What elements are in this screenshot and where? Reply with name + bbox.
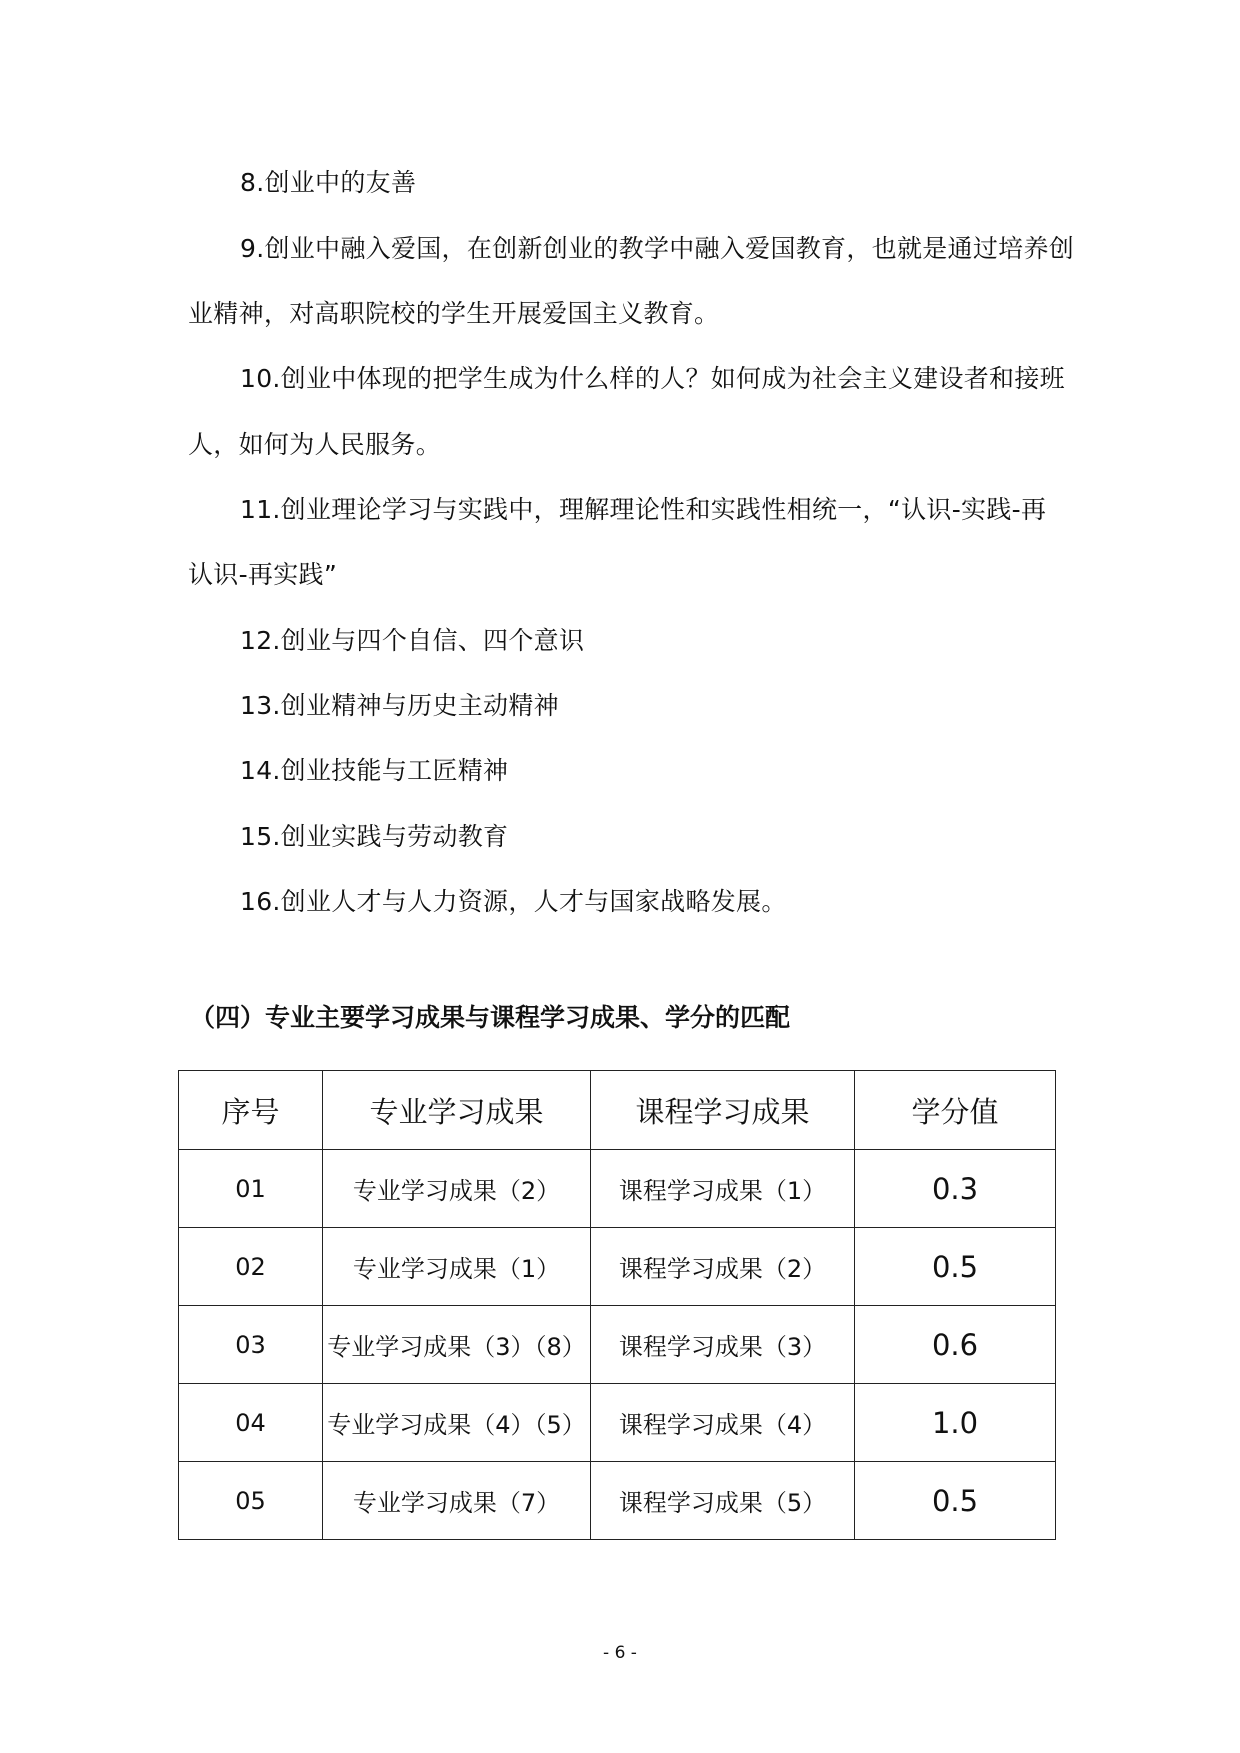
cell-index: 02 — [179, 1228, 323, 1306]
table-row — [179, 1228, 1056, 1306]
cell-major-outcome: 专业学习成果（7） — [323, 1462, 591, 1540]
list-item-9-line-2: 业精神，对高职院校的学生开展爱国主义教育。 — [188, 299, 720, 328]
cell-major-outcome: 专业学习成果（4）（5） — [323, 1384, 591, 1462]
page-number: - 6 - — [603, 1643, 637, 1663]
cell-course-outcome: 课程学习成果（1） — [591, 1150, 855, 1228]
list-item-14: 14.创业技能与工匠精神 — [240, 756, 509, 785]
cell-course-outcome: 课程学习成果（3） — [591, 1306, 855, 1384]
cell-index: 05 — [179, 1462, 323, 1540]
list-item-10-line-1: 10.创业中体现的把学生成为什么样的人？如何成为社会主义建设者和接班 — [240, 364, 1065, 393]
list-item-11-line-2: 认识-再实践” — [188, 560, 338, 589]
list-item-15: 15.创业实践与劳动教育 — [240, 822, 509, 851]
table-row — [179, 1462, 1056, 1540]
cell-index: 04 — [179, 1384, 323, 1462]
table-row — [179, 1306, 1056, 1384]
credit-mapping-table — [178, 1070, 1056, 1540]
cell-major-outcome: 专业学习成果（3）（8） — [323, 1306, 591, 1384]
cell-index: 01 — [179, 1150, 323, 1228]
table-row — [179, 1384, 1056, 1462]
header-credit: 学分值 — [855, 1071, 1056, 1150]
cell-major-outcome: 专业学习成果（2） — [323, 1150, 591, 1228]
list-item-8: 8.创业中的友善 — [240, 168, 417, 197]
list-item-9-line-1: 9.创业中融入爱国，在创新创业的教学中融入爱国教育，也就是通过培养创 — [240, 234, 1075, 263]
table-row — [179, 1150, 1056, 1228]
cell-credit: 0.6 — [855, 1306, 1056, 1384]
table-header-row — [179, 1071, 1056, 1150]
cell-credit: 0.5 — [855, 1462, 1056, 1540]
cell-course-outcome: 课程学习成果（4） — [591, 1384, 855, 1462]
header-major-outcome: 专业学习成果 — [323, 1071, 591, 1150]
header-course-outcome: 课程学习成果 — [591, 1071, 855, 1150]
cell-index: 03 — [179, 1306, 323, 1384]
section-heading: （四）专业主要学习成果与课程学习成果、学分的匹配 — [190, 1003, 791, 1032]
list-item-12: 12.创业与四个自信、四个意识 — [240, 626, 585, 655]
list-item-16: 16.创业人才与人力资源，人才与国家战略发展。 — [240, 887, 787, 916]
cell-credit: 1.0 — [855, 1384, 1056, 1462]
cell-course-outcome: 课程学习成果（5） — [591, 1462, 855, 1540]
list-item-13: 13.创业精神与历史主动精神 — [240, 691, 559, 720]
header-index: 序号 — [179, 1071, 323, 1150]
cell-major-outcome: 专业学习成果（1） — [323, 1228, 591, 1306]
cell-credit: 0.5 — [855, 1228, 1056, 1306]
cell-course-outcome: 课程学习成果（2） — [591, 1228, 855, 1306]
list-item-10-line-2: 人，如何为人民服务。 — [188, 430, 442, 459]
list-item-11-line-1: 11.创业理论学习与实践中，理解理论性和实践性相统一，“认识-实践-再 — [240, 495, 1047, 524]
cell-credit: 0.3 — [855, 1150, 1056, 1228]
